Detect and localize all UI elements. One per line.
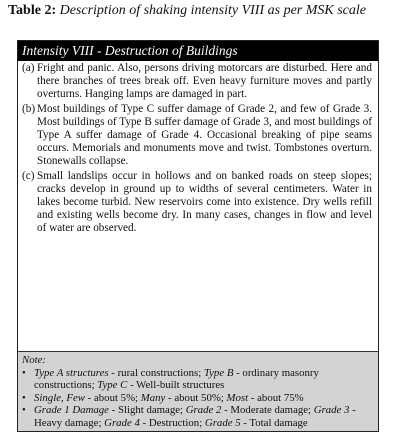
notes-box	[18, 351, 378, 431]
item-marker: (b)	[22, 102, 36, 115]
note-desc: - about 5%;	[84, 391, 141, 404]
note-desc: - Slight damage;	[108, 404, 186, 417]
note-desc: - rural constructions;	[108, 366, 204, 379]
note-text	[34, 404, 372, 429]
list-item	[22, 170, 372, 236]
note-text	[34, 392, 372, 405]
note-desc: - Well-built structures	[127, 379, 225, 392]
note-term: Grade 5	[204, 416, 241, 429]
note-term: Grade 1 Damage	[34, 404, 109, 417]
note-desc: - Heavy damage;	[34, 404, 356, 429]
note-text	[34, 367, 372, 392]
note-term: Many	[140, 391, 166, 404]
item-text: Most buildings of Type C suffer damage of Grade 2, and few of Grade 3. Most buildings of Type B suffer damage of Grade 3, and most buildings of Type A suffer damage of Grade 4. Occasional breaking of pipe seams occurs. Memorials and monuments move and twist. Tombstones overturn. Stonewalls collapse.	[37, 102, 372, 168]
caption-text: Description of shaking intensity VIII as per MSK scale	[59, 3, 367, 18]
item-text: Small landslips occur in hollows and on banked roads on steep slopes; cracks develop in ground up to widths of several centimeters. Water in lakes become turbid. New reservoirs come into existence. Dry wells refill and existing wells become dry. In many cases, changes in flow and level of water are observed.	[37, 169, 372, 235]
caption-label: Table 2:	[8, 3, 57, 18]
note-quantities	[22, 392, 372, 405]
description-list	[18, 61, 378, 236]
note-term: Grade 4	[104, 416, 140, 429]
note-desc: - Total damage	[240, 416, 308, 429]
intensity-table	[17, 40, 379, 432]
note-term: Grade 2	[185, 404, 222, 417]
table-caption	[8, 2, 396, 20]
note-term: Grade 3	[313, 404, 350, 417]
note-term: Single, Few	[34, 391, 85, 404]
bullet-icon: •	[22, 404, 26, 417]
note-structure-types	[22, 367, 372, 392]
note-term: Type B	[203, 366, 234, 379]
item-marker: (a)	[22, 62, 35, 74]
note-damage-grades	[22, 404, 372, 429]
note-term: Type A structures	[34, 366, 109, 379]
note-desc: - Destruction;	[139, 416, 205, 429]
note-desc: - ordinary masonry constructions;	[34, 366, 319, 392]
note-term: Type C	[97, 379, 128, 392]
list-item	[22, 103, 372, 169]
table-header: Intensity VIII - Destruction of Buildings	[18, 41, 378, 61]
bullet-icon: •	[22, 366, 26, 379]
item-text: Fright and panic. Also, persons driving motorcars are disturbed. Here and there branches of trees break off. Even heavy furniture moves and partly overturns. Hanging lamps are damaged in part.	[37, 62, 372, 101]
note-desc: - about 75%	[248, 391, 304, 404]
notes-title: Note:	[22, 354, 46, 366]
bullet-icon: •	[22, 391, 26, 404]
note-term: Most	[226, 391, 249, 404]
note-desc: - about 50%;	[165, 391, 227, 404]
note-desc: - Moderate damage;	[221, 404, 314, 417]
item-marker: (c)	[22, 169, 35, 182]
list-item	[22, 62, 372, 102]
